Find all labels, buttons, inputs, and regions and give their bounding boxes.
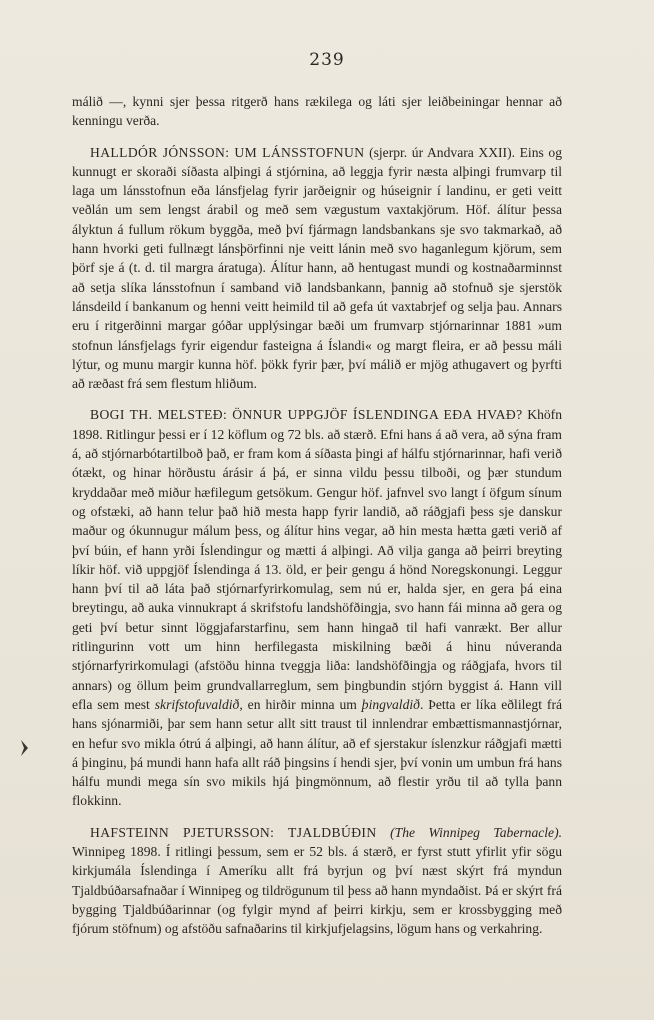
entry-emphasis: skrifstofuvaldið <box>154 696 240 712</box>
entry-subtitle: (The Winnipeg Tabernacle). <box>390 824 563 840</box>
page-number: 239 <box>309 50 345 70</box>
entry-heading: BOGI TH. MELSTEÐ: ÖNNUR UPPGJÖF ÍSLENDINGA EÐA HVAÐ? <box>90 407 523 423</box>
entry-heading: HALLDÓR JÓNSSON: UM LÁNSSTOFNUN <box>90 144 365 160</box>
entry-body: Eins og kunnugt er skoraði síðasta alþingi á stjórnina, að leggja fyrir næsta alþingi frumvarp til laga um lánsstofnun eða lánsfjelag fyrir jarðeignir og húseignir í landinu, er geti veitt veðlán um sem lengst árabil og með sem vægustum vaxtakjörum. Höf. álítur þessa ályktun á fullum rökum byggða, með því fjármagn landsbankans sje svo takmarkað, að hann hvorki geti fullnægt lánsþörfinni nje veitt lánin með svo haganlegum kjörum, sem þörf sje á (t. d. til margra áratuga). Álítur hann, að hentugast mundi og kostnaðarminnst að setja slíka lánsstofnun í samband við landsbankann, þannig að stofnuð sje sjerstök lánsdeild í bankanum og henni veitt heimild til að gefa út vaxtabrjef og selja þau. Annars eru í ritgerðinni margar góðar upplýsingar bæði um frumvarp stjórnarinnar 1881 »um stofnun lánsfjelags fyrir eigendur fasteigna á Íslandi« og margt fleira, er að þessu máli lýtur, og munu margir kunna höf. þökk fyrir þær, því málið er mjög athugavert og þyrfti að ræðast frá sem flestum hliðum. <box>72 144 562 392</box>
entry-emphasis: þingvaldið <box>361 696 420 712</box>
entry-source: (sjerpr. úr Andvara XXII). <box>364 144 516 160</box>
entry-body: Khöfn 1898. Ritlingur þessi er í 12 köflum og 72 bls. að stærð. Efni hans á að vera, að sýna fram á, að stjórnarbótartilboð það, er fram kom á síðasta þingi af hálfu stjórnarinnar, hafi verið ótækt, og hinar hörðustu árásir á þá, er sinna vildu þessu tilboði, og þær stundum kryddaðar með miður hæfilegum getsökum. Gengur höf. jafnvel svo langt í öfgum sínum og ofstæki, að hann telur það hið mesta happ fyrir landið, að ráðgjafi þess sje danskur maður og ókunnugur málum þess, og álítur hins vegar, að hin mesta hætta gæti verið af því búin, ef hann yrði Íslendingur og mætti á alþingi. Að vilja ganga að þeirri breyting líkir höf. við uppgjöf Íslendinga á 13. öld, er þeir gengu á hönd Noregskonungi. Leggur hann því til að láta það stjórnarfyrirkomulag, sem nú er, halda sjer, en gera þá eina breytingu, að auka vinnukrapt á skrifstofu landshöfðingja, svo hann fái minna að gera og geti því betur sinnt löggjafarstarfinu, sem hann hingað til hafi vanrækt. Ber allur ritlingurinn vott um hinn herfilegasta miskilning bæði á hinu núveranda stjórnarfyrirkomulagi (afstöðu hinna tveggja liða: landshöfðingja og ráðgjafa, hvors til annars) og öllum þeim grundvallarreglum, sem þingbundin stjórn byggist á. Hann vill efla sem mest <box>72 407 562 712</box>
entry-body: Winnipeg 1898. Í ritlingi þessum, sem er 52 bls. á stærð, er fyrst stutt yfirlit yfir sögu kirkjumála Íslendinga í Ameríku allt frá byrjun og því næst skýrt frá myndun Tjaldbúðarsafnaðar í Winnipeg og tildrögunum til þess að hann myndaðist. Þá er skýrt frá bygging Tjaldbúðarinnar (og fylgir mynd af þeirri kirkju, sem er krossbygging með fjórum stöfnum) og afstöðu safnaðarins til kirkjufjelagsins, lögum hans og verkahring. <box>72 843 562 937</box>
intro-paragraph: málið —, kynni sjer þessa ritgerð hans rækilega og láti sjer leiðbeiningar hennar að kenningu verða. <box>72 94 562 129</box>
entry-tjaldbudin <box>72 823 562 939</box>
entry-body: , en hirðir minna um <box>239 696 362 712</box>
margin-mark-icon <box>20 740 29 756</box>
entry-lansstofnun <box>72 143 562 394</box>
entry-heading: HAFSTEINN PJETURSSON: TJALDBÚÐIN <box>90 824 377 840</box>
entry-uppgjof <box>72 405 562 810</box>
entry-body: . Þetta er líka eðlilegt frá hans sjónarmiði, þar sem hann setur allt sitt traust til innlendrar embættismannastjórnar, en hefur svo mikla ótrú á alþingi, að hann álítur, að ef sjerstakur íslenzkur ráðgjafi mætti á þinginu, þá mundi hann hafa allt ráð þingsins í hendi sjer, því vonin um umbun frá hans hálfu mundi mega sín svo mikils hjá þingmönnum, að flestir yrðu til að tylla þann flokkinn. <box>72 696 562 809</box>
page-text <box>72 92 562 938</box>
